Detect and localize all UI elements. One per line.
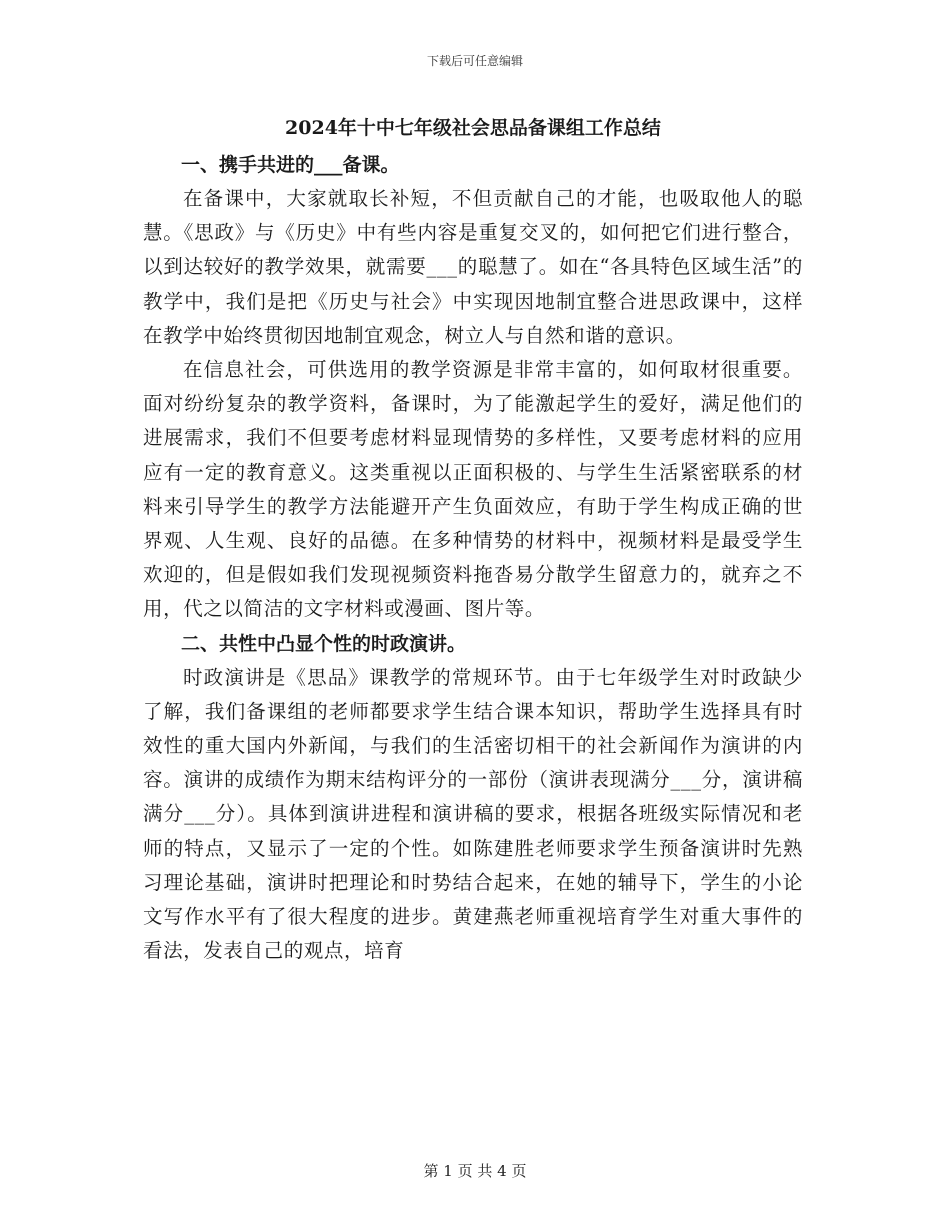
page-header-note: 下载后可任意编辑 [426, 54, 523, 68]
section-heading-2: 二、共性中凸显个性的时政演讲。 [181, 632, 467, 655]
document-title: 2024年十中七年级社会思品备课组工作总结 [285, 117, 661, 139]
section-heading-1: 一、携手共进的___备课。 [181, 154, 400, 176]
section-1-paragraph: 在信息社会，可供选用的教学资源是非常丰富的，如何取材很重要。面对纷纷复杂的教学资料，备课时，为了能激起学生的爱好，满足他们的进展需求，我们不但要考虑材料显现情势的多样性，又要考虑材料的应用应有一定的教育意义。这类重视以正面积极的、与学生生活紧密联系的材料来引导学生的教学方法能避开产生负面效应，有助于学生构成正确的世界观、人生观、良好的品德。在多种情势的材料中，视频材料是最受学生欢迎的，但是假如我们发现视频资料拖沓易分散学生留意力的，就弃之不用，代之以简洁的文字材料或漫画、图片等。 [143, 358, 803, 621]
document-body [143, 114, 803, 968]
section-2-paragraph: 时政演讲是《思品》课教学的常规环节。由于七年级学生对时政缺少了解，我们备课组的老师都要求学生结合课本知识，帮助学生选择具有时效性的重大国内外新闻，与我们的生活密切相干的社会新闻作为演讲的内容。演讲的成绩作为期末结构评分的一部份（演讲表现满分___分，演讲稿满分___分）。具体到演讲进程和演讲稿的要求，根据各班级实际情况和老师的特点，又显示了一定的个性。如陈建胜老师要求学生预备演讲时先熟习理论基础，演讲时把理论和时势结合起来，在她的辅导下，学生的小论文写作水平有了很大程度的进步。黄建燕老师重视培育学生对重大事件的看法，发表自己的观点，培育 [143, 665, 803, 963]
section-1-paragraph: 在备课中，大家就取长补短，不但贡献自己的才能，也吸取他人的聪慧。《思政》与《历史》中有些内容是重复交叉的，如何把它们进行整合，以到达较好的教学效果，就需要___的聪慧了。如在“各具特色区域生活”的教学中，我们是把《历史与社会》中实现因地制宜整合进思政课中，这样在教学中始终贯彻因地制宜观念，树立人与自然和谐的意识。 [143, 187, 803, 347]
page-number-footer: 第 1 页 共 4 页 [423, 1162, 527, 1180]
